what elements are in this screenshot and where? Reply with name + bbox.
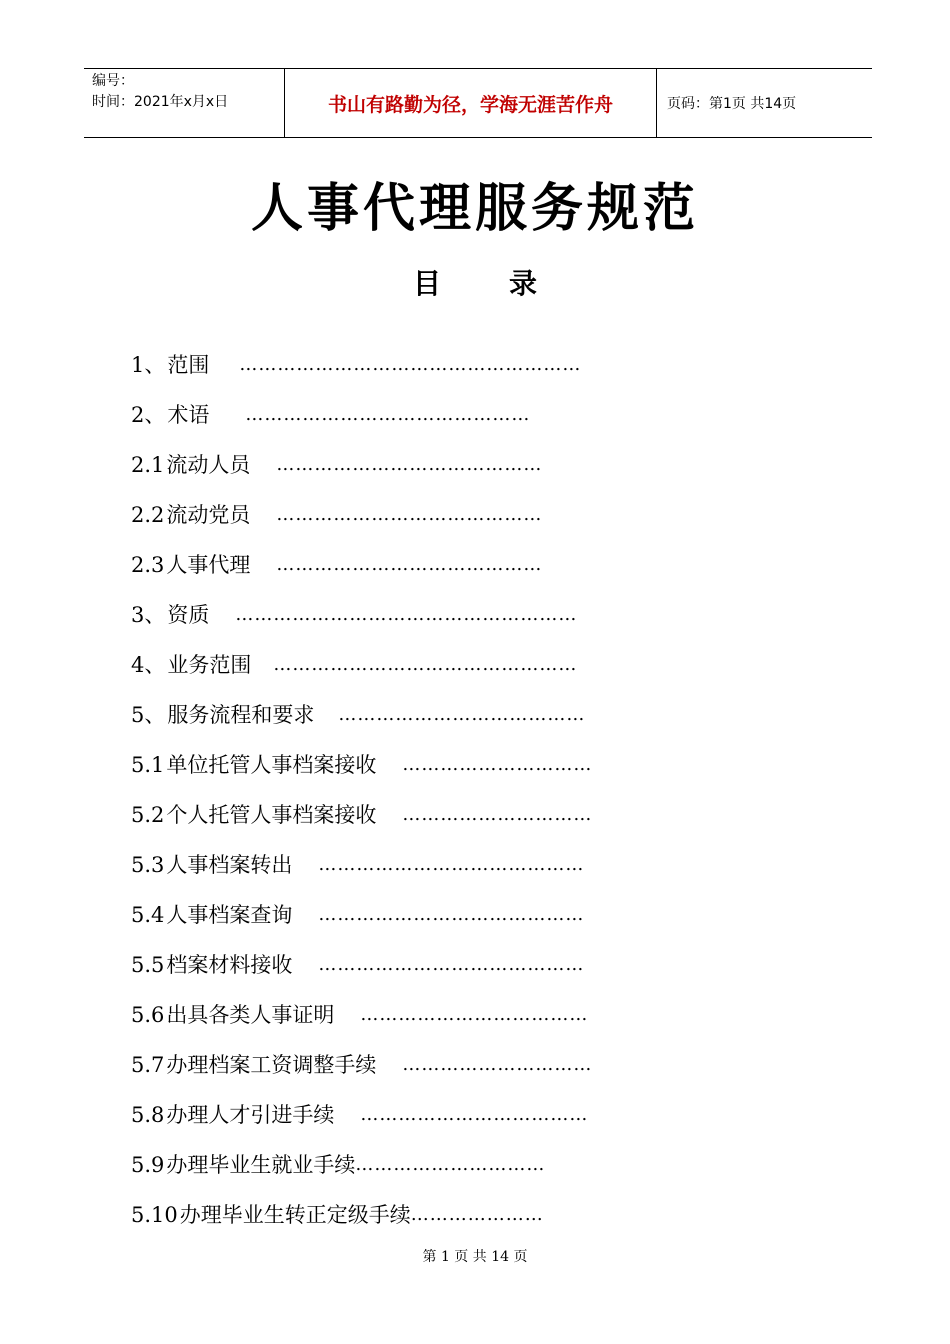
toc-item[interactable] [131, 940, 592, 990]
toc-item-leader-dots: ……………………………………………… [235, 604, 578, 625]
toc-heading-char-2: 录 [509, 267, 538, 300]
toc-item-label: 术语 [167, 403, 210, 427]
toc-item-number: 3、 [131, 603, 166, 627]
document-title: 人事代理服务规范 [250, 179, 699, 239]
toc-item-number: 4、 [131, 653, 166, 677]
toc-item-number: 5.10 [131, 1203, 178, 1227]
toc-item-number: 1、 [131, 353, 166, 377]
toc-item[interactable] [131, 840, 592, 890]
toc-item-number: 5.1 [131, 753, 165, 777]
toc-item-label: 单位托管人事档案接收 [166, 753, 377, 777]
toc-item-label: 办理人才引进手续 [166, 1103, 335, 1127]
toc-item-number: 5.6 [131, 1003, 165, 1027]
toc-item[interactable] [131, 890, 592, 940]
number-label: 编号： [92, 73, 134, 89]
toc-item-label: 人事档案转出 [166, 853, 293, 877]
toc-item-label: 范围 [167, 353, 210, 377]
toc-item[interactable] [131, 590, 592, 640]
toc-item[interactable] [131, 1090, 592, 1140]
toc-item-number: 2、 [131, 403, 166, 427]
toc-item-number: 5.4 [131, 903, 165, 927]
toc-item[interactable] [131, 790, 592, 840]
toc-item-label: 个人托管人事档案接收 [166, 803, 377, 827]
toc-heading [0, 262, 950, 302]
toc-item[interactable] [131, 540, 592, 590]
toc-item-number: 5.9 [131, 1153, 165, 1177]
toc-item[interactable] [131, 640, 592, 690]
toc-item-leader-dots: ………………………………… [338, 704, 586, 725]
toc-item-label: 档案材料接收 [166, 953, 293, 977]
toc-item-leader-dots: ………………………… [402, 804, 593, 825]
toc-item[interactable] [131, 390, 592, 440]
header-page-info: 页码：第1页 共14页 [667, 96, 797, 112]
header-table [84, 68, 872, 138]
toc-item-number: 5.7 [131, 1053, 165, 1077]
toc-item-leader-dots: ……………………………………… [245, 404, 531, 425]
toc-item-label: 资质 [167, 603, 210, 627]
toc-item-number: 5.2 [131, 803, 165, 827]
toc-item-leader-dots: ………………………… [402, 1054, 593, 1075]
toc-item-leader-dots: ………………………… [355, 1154, 546, 1175]
toc-item-leader-dots: …………………………………… [276, 454, 543, 475]
time-label: 时间：2021年x月x日 [92, 94, 229, 110]
table-of-contents [131, 340, 592, 1240]
toc-item-leader-dots: ……………………………… [360, 1004, 589, 1025]
toc-item-number: 2.3 [131, 553, 165, 577]
toc-item-label: 流动党员 [166, 503, 251, 527]
toc-item-number: 5.5 [131, 953, 165, 977]
toc-item-number: 5.8 [131, 1103, 165, 1127]
toc-item-label: 服务流程和要求 [167, 703, 315, 727]
toc-item-leader-dots: ……………………………………………… [239, 354, 582, 375]
toc-item[interactable] [131, 1040, 592, 1090]
toc-item-label: 人事档案查询 [166, 903, 293, 927]
toc-item-number: 5.3 [131, 853, 165, 877]
toc-item[interactable] [131, 1190, 592, 1240]
toc-item-label: 出具各类人事证明 [166, 1003, 335, 1027]
page-footer: 第 1 页 共 14 页 [422, 1249, 528, 1265]
toc-item[interactable] [131, 740, 592, 790]
toc-item[interactable] [131, 440, 592, 490]
toc-heading-char-1: 目 [412, 267, 441, 300]
toc-item-leader-dots: …………………………………… [318, 954, 585, 975]
toc-item[interactable] [131, 490, 592, 540]
toc-item[interactable] [131, 990, 592, 1040]
toc-item-number: 2.2 [131, 503, 165, 527]
toc-item[interactable] [131, 1140, 592, 1190]
toc-item-label: 办理毕业生就业手续 [166, 1153, 356, 1177]
toc-item[interactable] [131, 690, 592, 740]
header-meta [84, 69, 284, 137]
toc-item-label: 流动人员 [166, 453, 251, 477]
toc-item-label: 业务范围 [167, 653, 252, 677]
toc-item-leader-dots: ………………………………………… [273, 654, 578, 675]
toc-item-leader-dots: …………………………………… [318, 854, 585, 875]
toc-item-label: 办理档案工资调整手续 [166, 1053, 377, 1077]
toc-item[interactable] [131, 340, 592, 390]
toc-item-leader-dots: ……………………………… [360, 1104, 589, 1125]
toc-item-leader-dots: ………………………… [402, 754, 593, 775]
toc-item-leader-dots: …………………………………… [276, 554, 543, 575]
header-motto: 书山有路勤为径，学海无涯苦作舟 [284, 69, 657, 137]
toc-item-leader-dots: …………………………………… [276, 504, 543, 525]
toc-item-leader-dots: ………………… [410, 1204, 544, 1225]
toc-item-leader-dots: …………………………………… [318, 904, 585, 925]
toc-item-number: 5、 [131, 703, 166, 727]
toc-item-label: 人事代理 [166, 553, 251, 577]
toc-item-number: 2.1 [131, 453, 165, 477]
toc-item-label: 办理毕业生转正定级手续 [179, 1203, 411, 1227]
